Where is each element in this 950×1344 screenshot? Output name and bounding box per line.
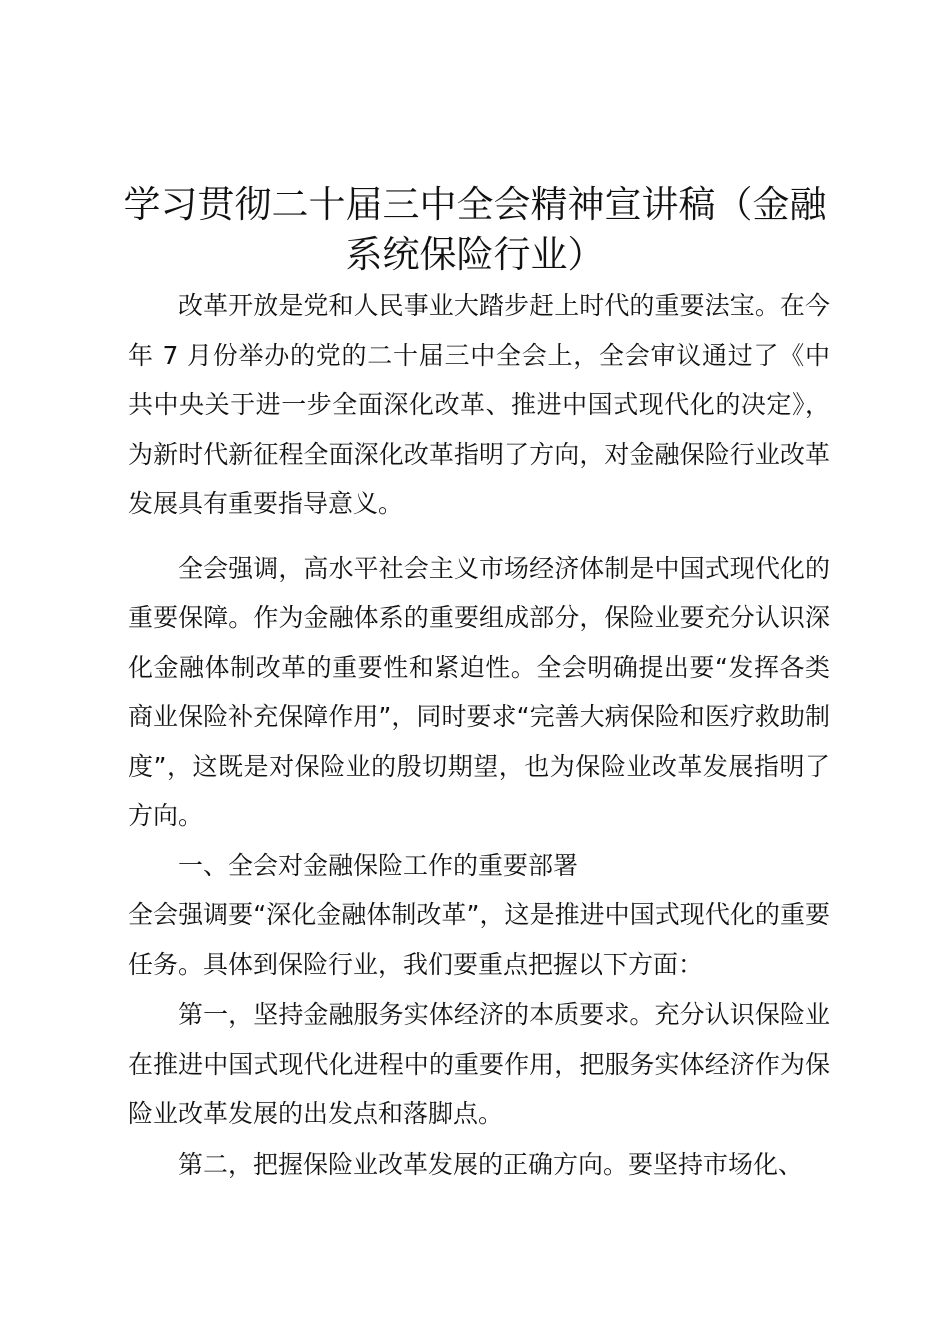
paragraph-intro: 改革开放是党和人民事业大踏步赶上时代的重要法宝。在今年 7 月份举办的党的二十届三中全会上，全会审议通过了《中共中央关于进一步全面深化改革、推进中国式现代化的决定》，为新时代新征程全面深化改革指明了方向，对金融保险行业改革发展具有重要指导意义。	[128, 291, 830, 518]
section-intro: 全会强调要“深化金融体制改革”，这是推进中国式现代化的重要任务。具体到保险行业，我们要重点把握以下方面：	[128, 900, 830, 979]
point-first: 第一，坚持金融服务实体经济的本质要求。充分认识保险业在推进中国式现代化进程中的重要作用，把服务实体经济作为保险业改革发展的出发点和落脚点。	[128, 1000, 830, 1128]
document-title: 学习贯彻二十届三中全会精神宣讲稿（金融系统保险行业）	[123, 183, 827, 276]
point-second: 第二，把握保险业改革发展的正确方向。要坚持市场化、	[178, 1149, 804, 1179]
section-heading: 一、全会对金融保险工作的重要部署	[178, 850, 579, 880]
document-body	[128, 281, 830, 1189]
paragraph-emphasis: 全会强调，高水平社会主义市场经济体制是中国式现代化的重要保障。作为金融体系的重要组成部分，保险业要充分认识深化金融体制改革的重要性和紧迫性。全会明确提出要“发挥各类商业保险补充保障作用”，同时要求“完善大病保险和医疗救助制度”，这既是对保险业的殷切期望，也为保险业改革发展指明了方向。	[128, 553, 830, 830]
